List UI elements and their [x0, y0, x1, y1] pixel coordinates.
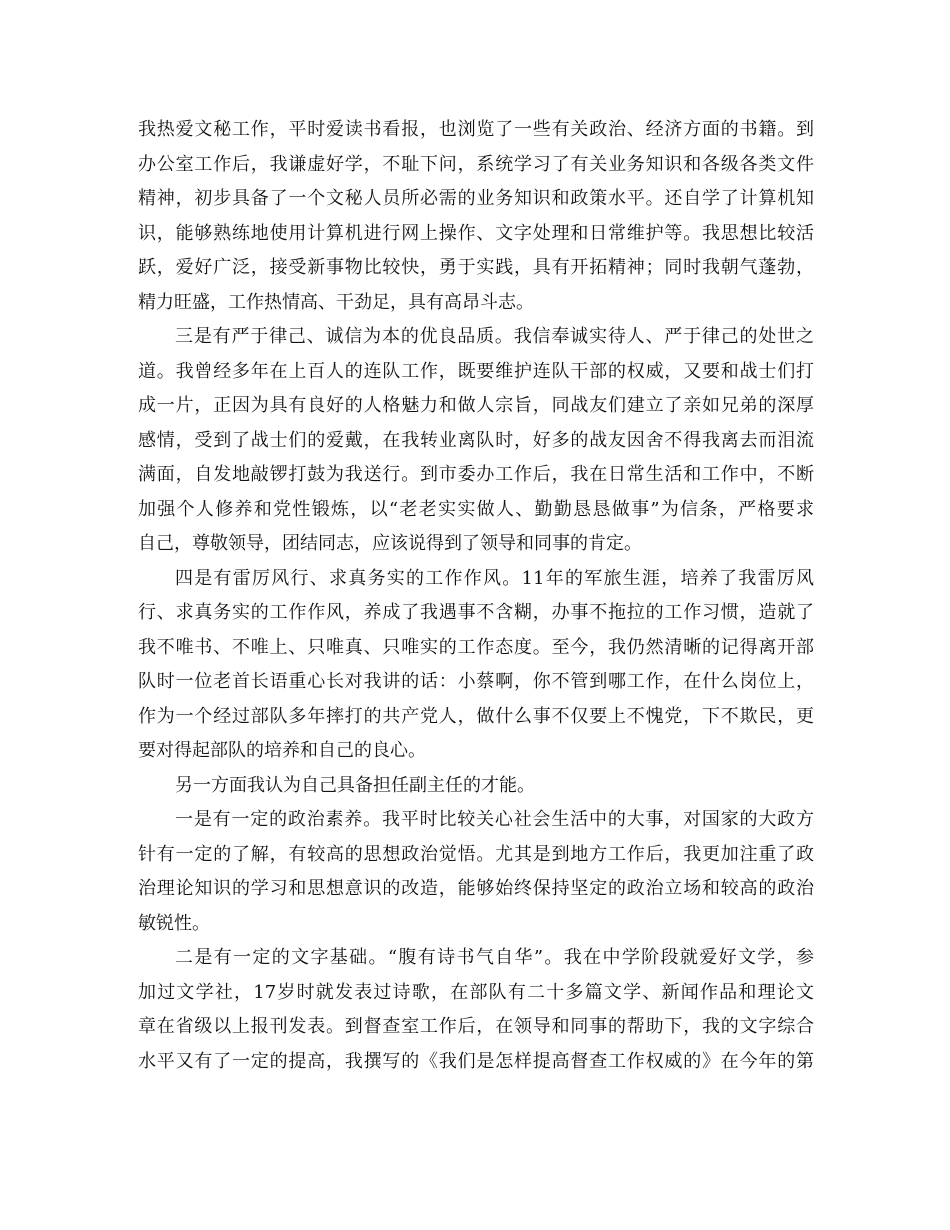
text-line: 我不唯书、不唯上、只唯真、只唯实的工作态度。至今，我仍然清晰的记得离开部 — [138, 636, 814, 658]
paragraph-first-line: 四是有雷厉风行、求真务实的工作作风。11年的军旅生涯，培养了我雷厉风 — [175, 567, 814, 589]
text-line: 行、求真务实的工作作风，养成了我遇事不含糊，办事不拖拉的工作习惯，造就了 — [138, 602, 814, 623]
text-line: 自己，尊敬领导，团结同志，应该说得到了领导和同事的肯定。 — [138, 533, 642, 554]
text-line: 精神，初步具备了一个文秘人员所必需的业务知识和政策水平。还自学了计算机知 — [138, 188, 814, 209]
text-line: 道。我曾经多年在上百人的连队工作，既要维护连队干部的权威，又要和战士们打 — [138, 360, 814, 382]
text-line: 我热爱文秘工作，平时爱读书看报，也浏览了一些有关政治、经济方面的书籍。到 — [138, 119, 814, 140]
text-line: 要对得起部队的培养和自己的良心。 — [138, 740, 426, 761]
text-line: 章在省级以上报刊发表。到督查室工作后，在领导和同事的帮助下，我的文字综合 — [138, 1016, 814, 1037]
paragraph-first-line: 一是有一定的政治素养。我平时比较关心社会生活中的大事，对国家的大政方 — [175, 809, 814, 830]
text-line: 办公室工作后，我谦虚好学，不耻下问，系统学习了有关业务知识和各级各类文件 — [138, 153, 814, 175]
text-line: 治理论知识的学习和思想意识的改造，能够始终保持坚定的政治立场和较高的政治 — [138, 878, 814, 899]
paragraph-first-line: 三是有严于律己、诚信为本的优良品质。我信奉诚实待人、严于律己的处世之 — [175, 326, 814, 347]
text-line: 满面，自发地敲锣打鼓为我送行。到市委办工作后，我在日常生活和工作中，不断 — [138, 464, 814, 485]
text-line: 成一片，正因为具有良好的人格魅力和做人宗旨，同战友们建立了亲如兄弟的深厚 — [138, 395, 814, 416]
text-line: 针有一定的了解，有较高的思想政治觉悟。尤其是到地方工作后，我更加注重了政 — [138, 843, 814, 865]
paragraph-first-line: 另一方面我认为自己具备担任副主任的才能。 — [175, 774, 535, 796]
text-line: 感情，受到了战士们的爱戴，在我转业离队时，好多的战友因舍不得我离去而泪流 — [138, 429, 814, 451]
text-line: 加强个人修养和党性锻炼，以“老老实实做人、勤勤恳恳做事”为信条，严格要求 — [138, 498, 814, 520]
text-line: 作为一个经过部队多年摔打的共产党人，做什么事不仅要上不愧党，下不欺民，更 — [138, 705, 814, 727]
document-body — [138, 113, 814, 1079]
text-line: 水平又有了一定的提高，我撰写的《我们是怎样提高督查工作权威的》在今年的第 — [138, 1050, 814, 1072]
text-line: 队时一位老首长语重心长对我讲的话：小蔡啊，你不管到哪工作，在什么岗位上， — [138, 671, 814, 692]
text-line: 精力旺盛，工作热情高、干劲足，具有高昂斗志。 — [138, 291, 534, 313]
text-line: 敏锐性。 — [138, 912, 210, 934]
text-line: 加过文学社，17岁时就发表过诗歌，在部队有二十多篇文学、新闻作品和理论文 — [138, 981, 814, 1003]
text-line: 识，能够熟练地使用计算机进行网上操作、文字处理和日常维护等。我思想比较活 — [138, 222, 814, 244]
text-line: 跃，爱好广泛，接受新事物比较快，勇于实践，具有开拓精神；同时我朝气蓬勃， — [138, 257, 814, 278]
paragraph-first-line: 二是有一定的文字基础。“腹有诗书气自华”。我在中学阶段就爱好文学，参 — [175, 947, 814, 968]
